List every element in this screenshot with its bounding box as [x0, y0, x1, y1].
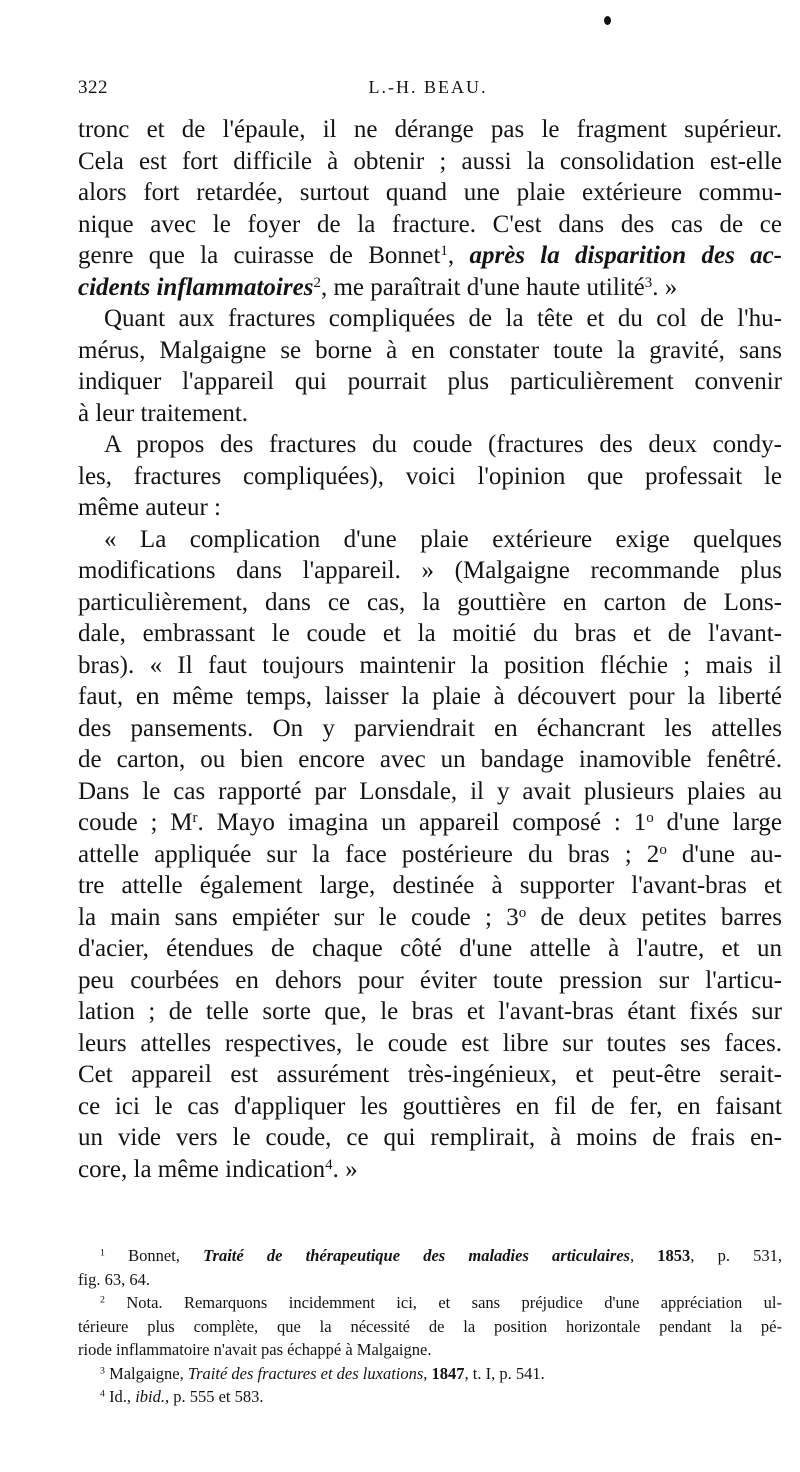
text-line [78, 429, 782, 461]
running-title: L.-H. BEAU. [368, 77, 488, 97]
text-run: d'acier, étendues de chaque côté d'une attelle à l'autre, et un [78, 935, 782, 962]
text-line [78, 996, 782, 1028]
footnote-line [78, 1362, 782, 1386]
text-line [78, 177, 782, 209]
text-run: , me paraîtrait d'une haute utilité [320, 273, 645, 301]
text-line [78, 555, 782, 587]
text-run: attelle appliquée sur la face postérieure du bras ; 2 [78, 840, 660, 868]
note-marker: 4 [325, 1156, 333, 1173]
text-run: , [447, 242, 470, 269]
note-marker: 2 [313, 274, 321, 291]
text-run: . Mayo imagina un appareil composé : 1 [197, 809, 647, 836]
text-run: même auteur : [78, 494, 221, 521]
text-run: Malgaigne, [104, 1363, 188, 1383]
text-line [78, 492, 782, 524]
text-run: térieure plus complète, que la nécessité de la position horizontale pendant la pé- [78, 1316, 782, 1336]
footnote-line [78, 1315, 782, 1339]
emphasis-text: Traité de thérapeutique des maladies articulaires [203, 1246, 630, 1265]
text-run: genre que la cuirasse de Bonnet [78, 242, 441, 269]
note-marker: 2 [100, 1294, 105, 1306]
text-run: les, fractures compliquées), voici l'opinion que professait le [78, 462, 782, 490]
text-run: coude ; M [78, 809, 193, 836]
note-marker: r [192, 809, 198, 826]
page-header [78, 77, 778, 101]
text-line [78, 366, 782, 398]
text-line [78, 524, 782, 556]
bold-text: 1847 [431, 1363, 465, 1383]
note-marker: o [659, 841, 667, 858]
italic-text: ibid. [135, 1387, 165, 1406]
emphasis-text: après la disparition des ac- [469, 242, 782, 269]
text-line [78, 1028, 782, 1060]
text-run: de carton, ou bien encore avec un bandage inamovible fenêtré. [78, 746, 782, 773]
text-run: faut, en même temps, laisser la plaie à découvert pour la liberté [78, 683, 782, 710]
text-run: d'une large [653, 809, 782, 836]
note-marker: o [518, 904, 527, 921]
text-line [78, 713, 782, 745]
text-line [78, 650, 782, 682]
bold-text: 1853 [657, 1246, 691, 1265]
text-line [78, 272, 782, 304]
text-run: . » [652, 273, 678, 301]
text-line [78, 965, 782, 997]
text-line [78, 398, 782, 430]
text-run: riode inflammatoire n'avait pas échappé à Malgaigne. [78, 1340, 432, 1359]
text-line [78, 1154, 782, 1186]
text-run: tre attelle également large, destinée à supporter l'avant-bras et [78, 872, 782, 899]
text-run: à leur traitement. [78, 399, 249, 427]
text-run: , p. 531, [690, 1246, 782, 1265]
text-run: , [629, 1246, 658, 1265]
note-marker: 3 [644, 274, 653, 291]
text-line [78, 587, 782, 619]
text-run: ce ici le cas d'appliquer les gouttières en fil de fer, en faisant [78, 1092, 782, 1120]
text-run: , t. I, p. 541. [464, 1363, 545, 1383]
text-run: Cela est fort difficile à obtenir ; aussi la consolidation est-elle [78, 147, 782, 175]
text-line [78, 902, 782, 934]
text-run: indiquer l'appareil qui pourrait plus particulièrement convenir [78, 368, 782, 395]
italic-text: Traité des fractures et des luxations [187, 1363, 424, 1383]
text-line [78, 146, 782, 178]
text-line [78, 1059, 782, 1091]
text-run: Dans le cas rapporté par Lonsdale, il y avait plusieurs plaies au [78, 777, 782, 805]
text-line [78, 1122, 782, 1154]
text-line [78, 461, 782, 493]
note-marker: 4 [100, 1388, 105, 1400]
text-run: core, la même indication [78, 1155, 326, 1183]
text-run: A propos des fractures du coude (fractures des deux condy- [104, 431, 782, 458]
text-run: Quant aux fractures compliquées de la tête et du col de l'hu- [104, 305, 782, 332]
text-run: , [423, 1363, 432, 1383]
text-run: alors fort retardée, surtout quand une plaie extérieure commu- [78, 179, 782, 206]
note-marker: 3 [100, 1365, 105, 1377]
emphasis-text: cidents inflammatoires [78, 273, 314, 301]
text-line [78, 744, 782, 776]
text-line [78, 114, 782, 146]
text-line [78, 1091, 782, 1123]
note-marker: 1 [100, 1247, 105, 1259]
text-run: Cet appareil est assurément très-ingénieux, et peut-être serait- [78, 1061, 782, 1088]
note-marker: o [646, 809, 654, 826]
text-run: nique avec le foyer de la fracture. C'est dans des cas de ce [78, 210, 782, 238]
text-run: bras). « Il faut toujours maintenir la position fléchie ; mais il [78, 651, 782, 679]
footnote-line [78, 1244, 782, 1268]
footnote-line [78, 1385, 782, 1409]
text-run: Bonnet, [104, 1246, 204, 1265]
text-run: particulièrement, dans ce cas, la gouttière en carton de Lons- [78, 588, 782, 616]
text-run: leurs attelles respectives, le coude est libre sur toutes ses faces. [78, 1029, 782, 1057]
text-run: un vide vers le coude, ce qui remplirait, à moins de frais en- [78, 1124, 782, 1151]
text-line [78, 681, 782, 713]
page-number: 322 [78, 77, 108, 98]
text-run: dale, embrassant le coude et la moitié du bras et de l'avant- [78, 620, 782, 647]
text-line [78, 807, 782, 839]
text-run: , p. 555 et 583. [164, 1387, 264, 1406]
text-line [78, 839, 782, 871]
text-run: Nota. Remarquons incidemment ici, et sans préjudice d'une appréciation ul- [104, 1293, 782, 1312]
text-line [78, 240, 782, 272]
text-run: peu courbées en dehors pour éviter toute pression sur l'articu- [78, 966, 782, 994]
text-run: la main sans empiéter sur le coude ; 3 [78, 903, 519, 931]
ink-spot [604, 16, 611, 25]
text-run: . » [332, 1155, 358, 1183]
text-line [78, 776, 782, 808]
text-run: de deux petites barres [526, 903, 782, 931]
text-line [78, 335, 782, 367]
text-run: tronc et de l'épaule, il ne dérange pas le fragment supérieur. [78, 116, 782, 143]
text-line [78, 933, 782, 965]
body-text [78, 114, 782, 1185]
text-run: des pansements. On y parviendrait en échancrant les attelles [78, 714, 782, 742]
footnotes [78, 1244, 782, 1409]
footnote-line [78, 1268, 782, 1292]
footnote-line [78, 1338, 782, 1362]
text-line [78, 303, 782, 335]
note-marker: 1 [440, 242, 448, 259]
text-run: « La complication d'une plaie extérieure exige quelques [104, 525, 782, 553]
text-run: fig. 63, 64. [78, 1269, 150, 1289]
text-line [78, 209, 782, 241]
text-run: Id., [104, 1387, 136, 1406]
footnote-line [78, 1291, 782, 1315]
text-line [78, 618, 782, 650]
text-run: modifications dans l'appareil. » (Malgaigne recommande plus [78, 557, 782, 584]
text-run: d'une au- [666, 840, 782, 868]
text-line [78, 870, 782, 902]
text-run: lation ; de telle sorte que, le bras et l'avant-bras étant fixés sur [78, 998, 782, 1025]
text-run: mérus, Malgaigne se borne à en constater toute la gravité, sans [78, 336, 782, 364]
